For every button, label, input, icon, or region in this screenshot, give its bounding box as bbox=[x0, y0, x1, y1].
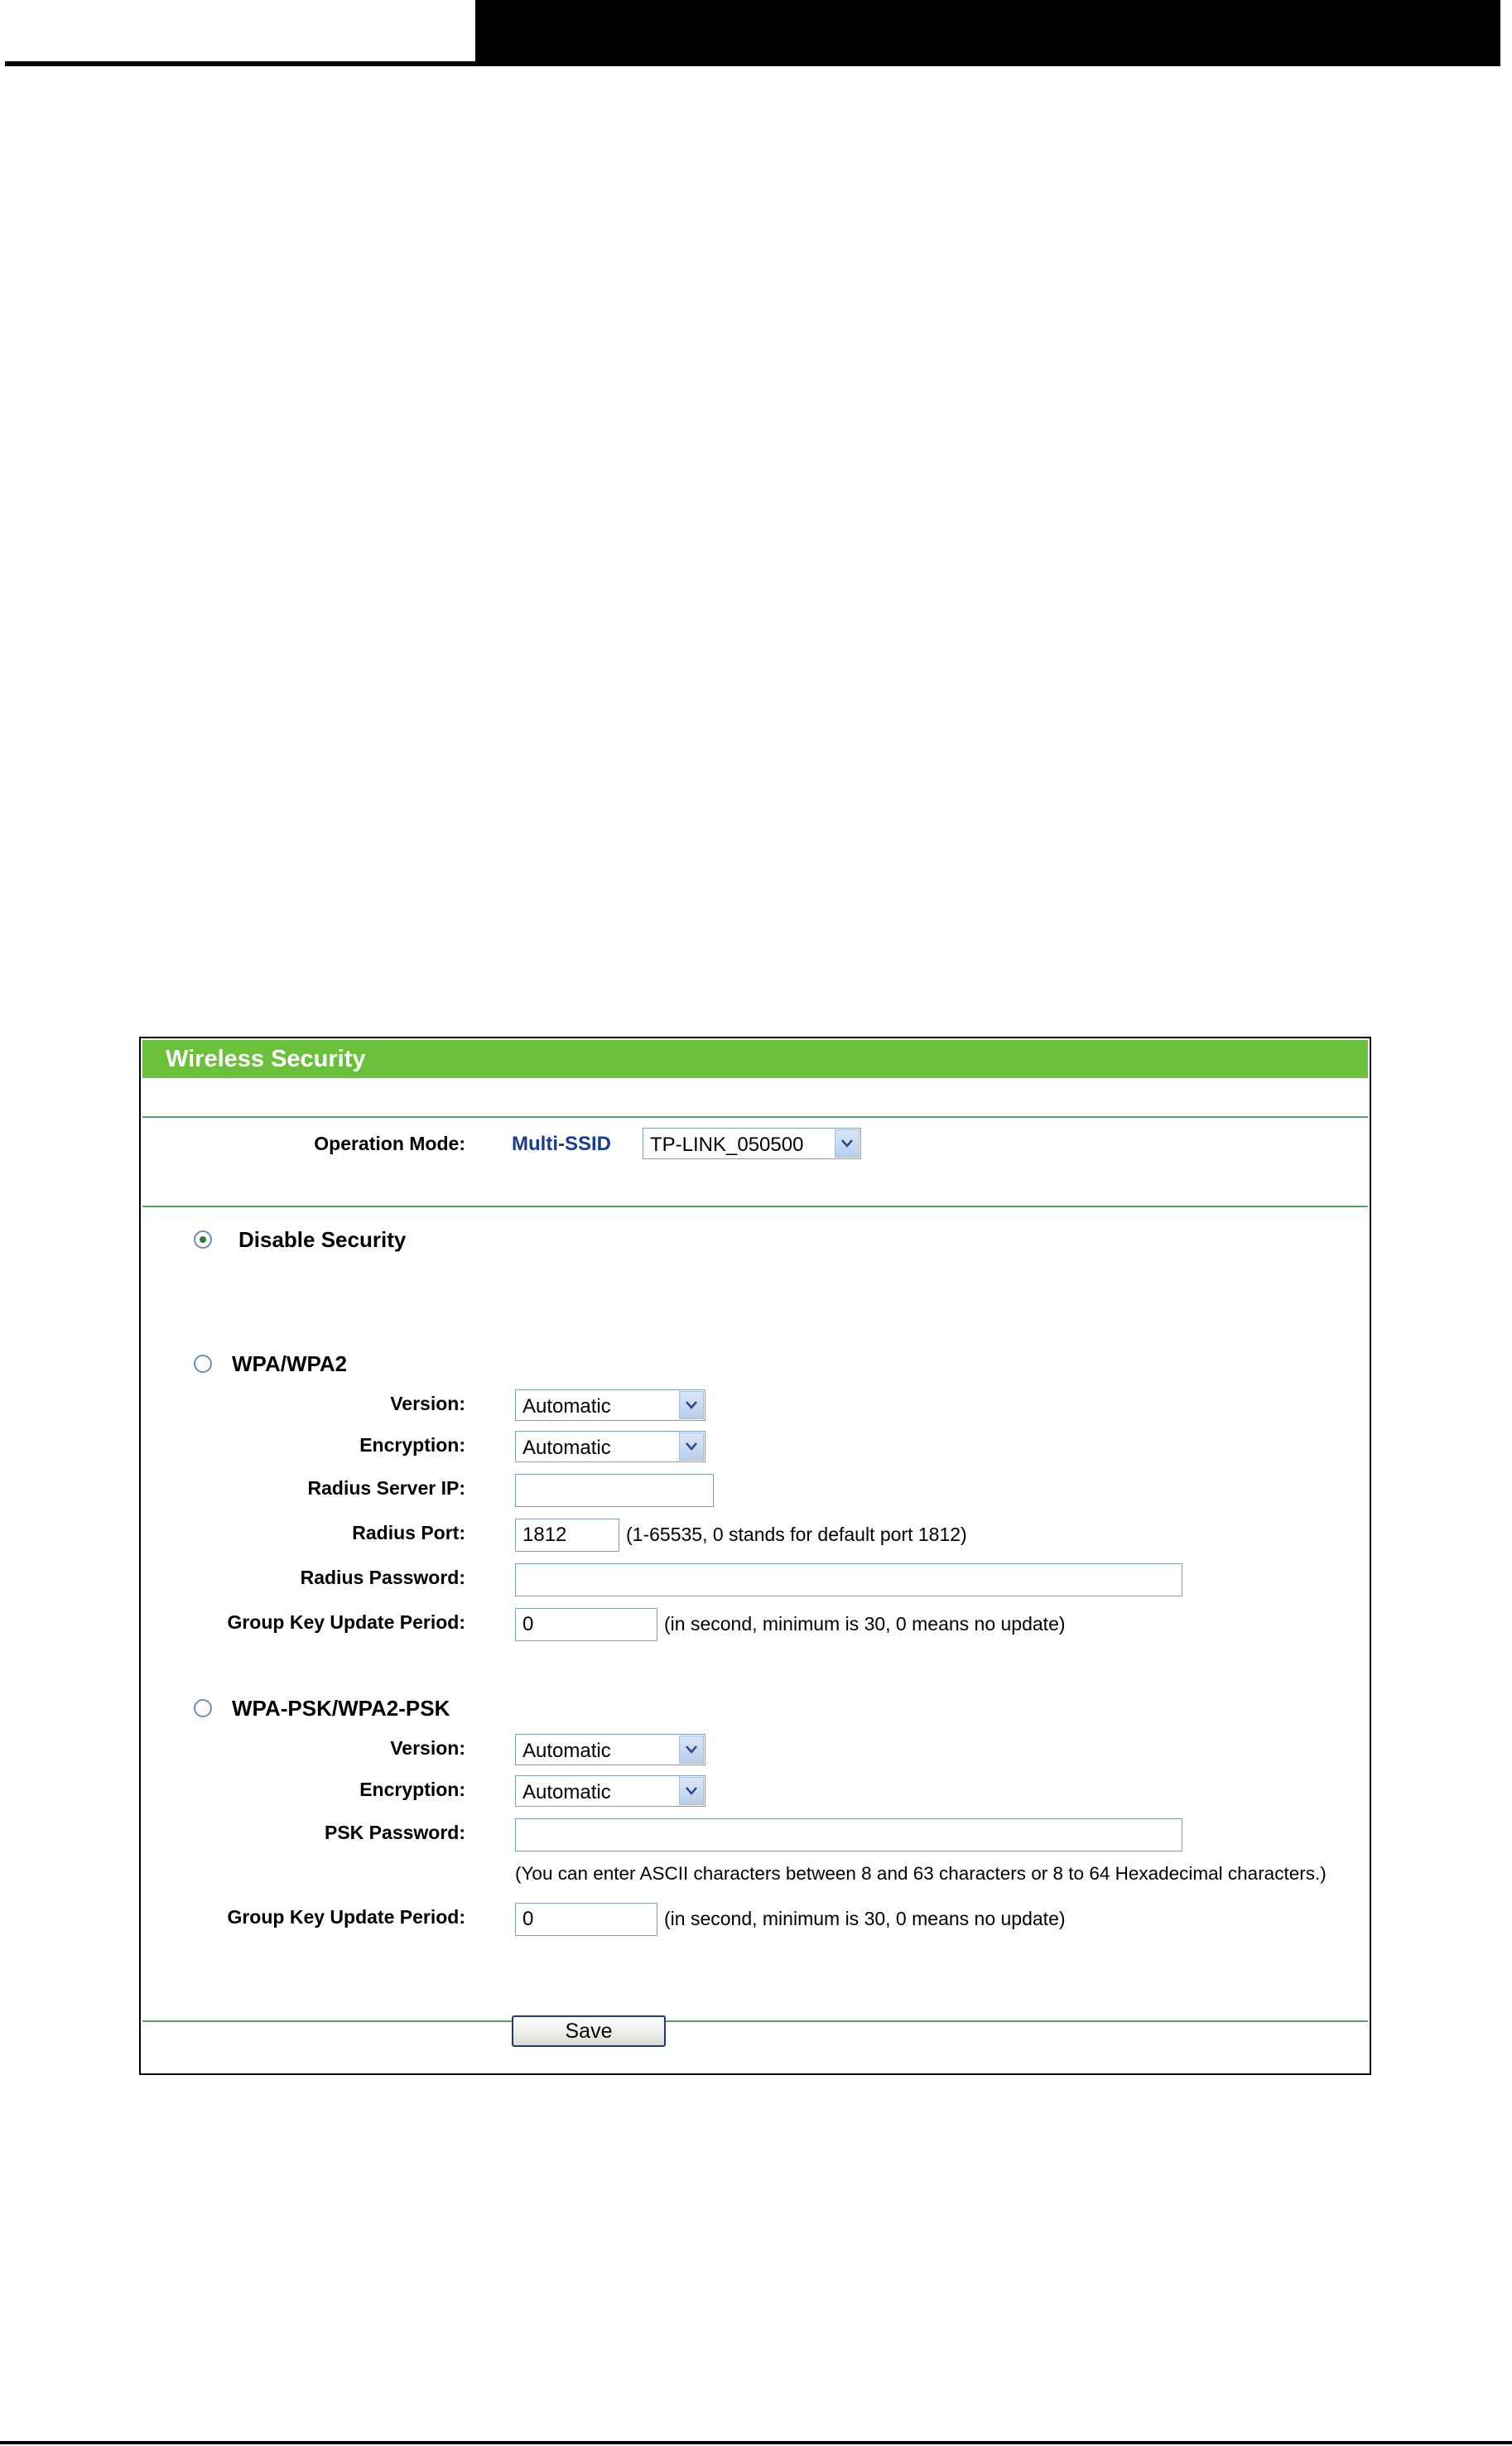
header-dark-bar bbox=[475, 0, 1500, 61]
divider-mode bbox=[142, 1206, 1368, 1207]
multi-ssid-label: Multi-SSID bbox=[512, 1133, 611, 1155]
divider-top bbox=[142, 1116, 1368, 1118]
chevron-down-icon[interactable] bbox=[679, 1777, 704, 1805]
wpa-encryption-select[interactable] bbox=[515, 1431, 705, 1462]
header-rule bbox=[5, 61, 1500, 66]
psk-group-key-hint: (in second, minimum is 30, 0 means no update) bbox=[664, 1908, 1066, 1929]
wireless-security-panel bbox=[139, 1037, 1371, 2075]
radius-server-ip-label: Radius Server IP: bbox=[307, 1477, 465, 1499]
disable-security-label: Disable Security bbox=[238, 1227, 407, 1252]
divider-bottom bbox=[142, 2020, 1368, 2022]
psk-version-label: Version: bbox=[390, 1737, 465, 1759]
radius-server-ip-input[interactable] bbox=[515, 1474, 714, 1507]
wpa-version-label: Version: bbox=[390, 1393, 465, 1414]
radius-password-label: Radius Password: bbox=[300, 1567, 465, 1588]
panel-title-bar bbox=[142, 1040, 1368, 1078]
chevron-down-icon[interactable] bbox=[679, 1432, 704, 1461]
psk-section-label: WPA-PSK/WPA2-PSK bbox=[232, 1696, 450, 1721]
radius-port-hint: (1-65535, 0 stands for default port 1812) bbox=[626, 1524, 967, 1545]
psk-version-select[interactable] bbox=[515, 1734, 705, 1765]
psk-password-input[interactable] bbox=[515, 1818, 1182, 1851]
chevron-down-icon[interactable] bbox=[835, 1129, 860, 1158]
wpa-radio[interactable] bbox=[194, 1355, 212, 1373]
wpa-version-select[interactable] bbox=[515, 1389, 705, 1421]
psk-group-key-label: Group Key Update Period: bbox=[227, 1906, 465, 1928]
wpa-encryption-label: Encryption: bbox=[359, 1434, 465, 1456]
psk-radio[interactable] bbox=[194, 1699, 212, 1717]
radius-port-label: Radius Port: bbox=[352, 1522, 465, 1543]
wpa-group-key-hint: (in second, minimum is 30, 0 means no update) bbox=[664, 1613, 1066, 1635]
chevron-down-icon[interactable] bbox=[679, 1736, 704, 1764]
psk-encryption-select[interactable] bbox=[515, 1775, 705, 1807]
psk-encryption-label: Encryption: bbox=[359, 1779, 465, 1800]
panel-title: Wireless Security bbox=[166, 1046, 366, 1072]
wpa-section-label: WPA/WPA2 bbox=[232, 1351, 348, 1376]
psk-group-key-input[interactable]: 0 bbox=[515, 1903, 657, 1936]
save-button[interactable]: Save bbox=[512, 2015, 666, 2047]
psk-password-hint: (You can enter ASCII characters between 8 and 63 characters or 8 to 64 Hexadecimal characters.) bbox=[515, 1863, 1327, 1884]
chevron-down-icon[interactable] bbox=[679, 1391, 704, 1419]
wpa-group-key-input[interactable]: 0 bbox=[515, 1608, 657, 1641]
psk-password-label: PSK Password: bbox=[325, 1822, 465, 1843]
wpa-encryption-value: Automatic bbox=[522, 1437, 611, 1459]
ssid-select[interactable] bbox=[643, 1128, 861, 1159]
radius-password-input[interactable] bbox=[515, 1563, 1182, 1596]
radio-selected-dot bbox=[200, 1236, 206, 1243]
disable-security-radio[interactable] bbox=[194, 1230, 212, 1249]
operation-mode-label: Operation Mode: bbox=[314, 1133, 465, 1154]
wpa-group-key-label: Group Key Update Period: bbox=[227, 1611, 465, 1633]
ssid-select-value: TP-LINK_050500 bbox=[650, 1134, 804, 1156]
psk-version-value: Automatic bbox=[522, 1740, 611, 1762]
wpa-version-value: Automatic bbox=[522, 1395, 611, 1418]
footer-rule bbox=[0, 2441, 1512, 2444]
psk-encryption-value: Automatic bbox=[522, 1781, 611, 1803]
radius-port-input[interactable]: 1812 bbox=[515, 1519, 619, 1552]
